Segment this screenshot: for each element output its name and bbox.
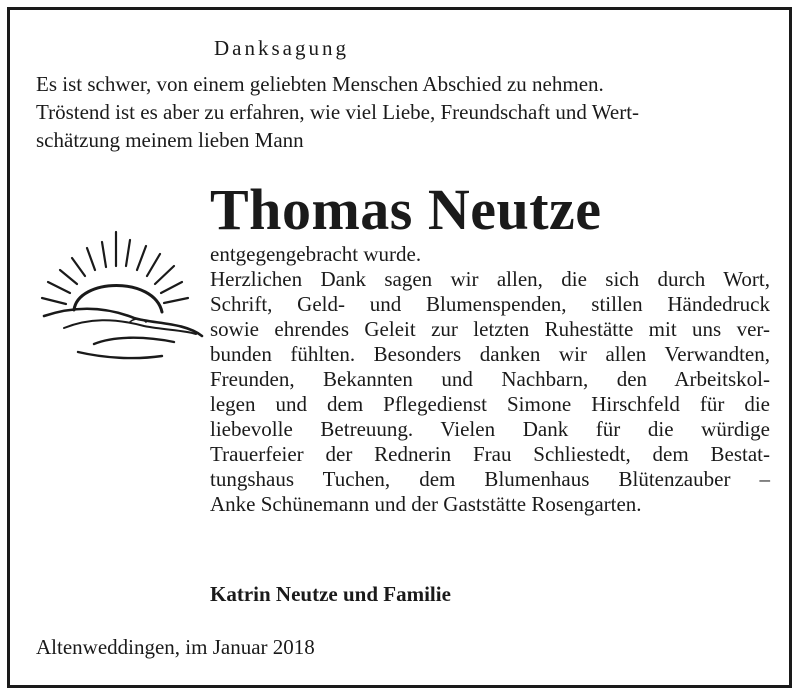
body-line: Schrift, Geld- und Blumenspenden, stillen Händedruck <box>210 292 770 316</box>
sunset-hills-icon <box>34 218 204 368</box>
obituary-notice <box>7 7 792 688</box>
intro-text <box>36 70 764 154</box>
body-line: Trauerfeier der Rednerin Frau Schliestedt, dem Bestat- <box>210 442 770 466</box>
intro-line: Tröstend ist es aber zu erfahren, wie viel Liebe, Freundschaft und Wert- <box>36 100 640 124</box>
intro-line: schätzung meinem lieben Mann <box>36 128 304 152</box>
body-line: Freunden, Bekannten und Nachbarn, den Arbeitskol- <box>210 367 770 391</box>
body-line: bunden fühlten. Besonders danken wir allen Verwandten, <box>210 342 770 366</box>
body-line: legen und dem Pflegedienst Simone Hirschfeld für die <box>210 392 770 416</box>
body-line: Anke Schünemann und der Gaststätte Rosengarten. <box>210 492 642 516</box>
body-line: sowie ehrendes Geleit zur letzten Ruhestätte mit uns ver- <box>210 317 770 341</box>
body-line: liebevolle Betreuung. Vielen Dank für die würdige <box>210 417 770 441</box>
signature: Katrin Neutze und Familie <box>210 582 451 606</box>
intro-line: Es ist schwer, von einem geliebten Menschen Abschied zu nehmen. <box>36 72 604 96</box>
body-text <box>210 242 770 517</box>
body-line: entgegengebracht wurde. <box>210 242 422 266</box>
body-line: Herzlichen Dank sagen wir allen, die sich durch Wort, <box>210 267 770 291</box>
place-date: Altenweddingen, im Januar 2018 <box>36 635 315 659</box>
body-line: tungshaus Tuchen, dem Blumenhaus Blütenzauber – <box>210 467 770 491</box>
deceased-name: Thomas Neutze <box>210 177 602 242</box>
notice-title: Danksagung <box>214 36 349 60</box>
